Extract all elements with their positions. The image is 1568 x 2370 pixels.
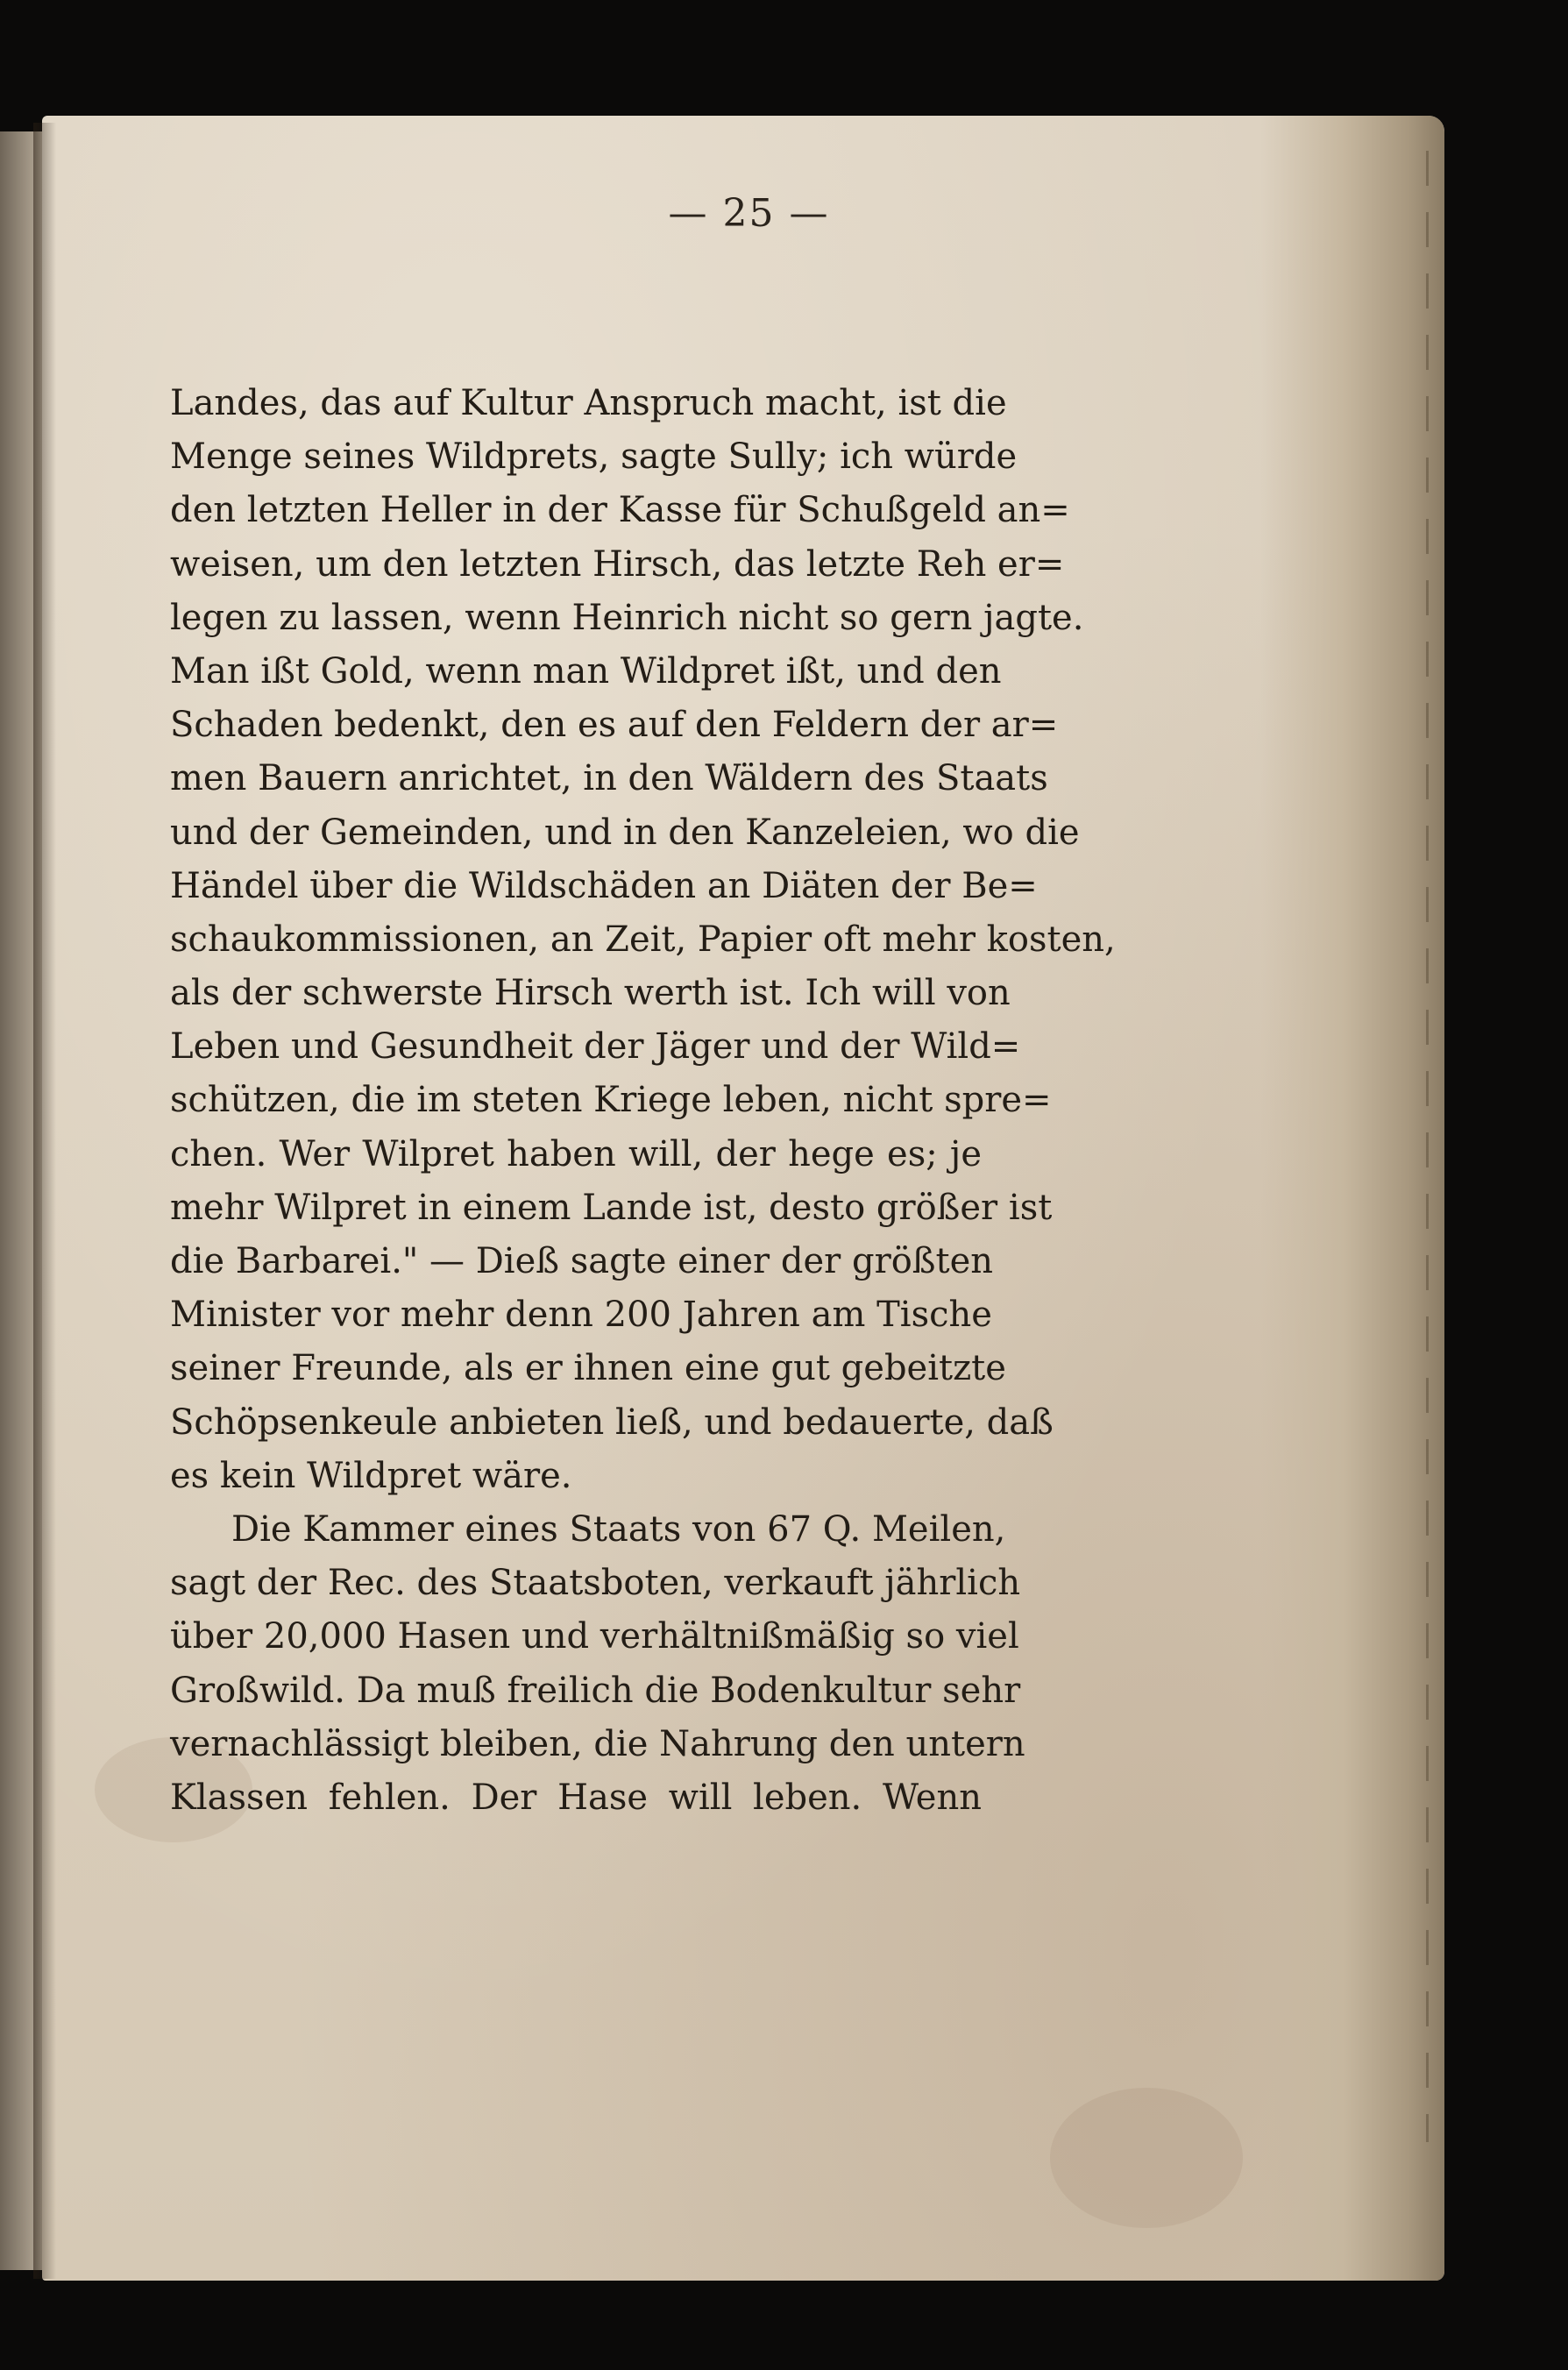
gutter-shadow — [33, 123, 56, 2279]
text-line: Landes, das auf Kultur Anspruch macht, ist die — [170, 383, 1007, 423]
page-number: — 25 — — [668, 191, 830, 236]
text-line: Schöpsenkeule anbieten ließ, und bedauerte, daß — [170, 1401, 1054, 1443]
paragraph — [170, 377, 1116, 1503]
paper-stain — [1050, 2088, 1243, 2228]
text-line: seiner Freunde, als er ihnen eine gut gebeitzte — [170, 1348, 1006, 1389]
text-line: Schaden bedenkt, den es auf den Feldern der ar= — [170, 705, 1059, 746]
text-line: sagt der Rec. des Staatsboten, verkauft jährlich — [170, 1563, 1021, 1604]
text-line: über 20,000 Hasen und verhältnißmäßig so viel — [170, 1616, 1019, 1657]
paragraph — [170, 1503, 1025, 1825]
text-line: Man ißt Gold, wenn man Wildpret ißt, und den — [170, 650, 1002, 692]
text-line: den letzten Heller in der Kasse für Schußgeld an= — [170, 490, 1070, 531]
text-line: Menge seines Wildprets, sagte Sully; ich würde — [170, 436, 1018, 478]
text-line: die Barbarei." — Dieß sagte einer der größten — [170, 1241, 994, 1281]
text-line: als der schwerste Hirsch werth ist. Ich will von — [170, 973, 1011, 1014]
text-line: Klassen fehlen. Der Hase will leben. Wenn — [170, 1777, 982, 1818]
text-line: vernachlässigt bleiben, die Nahrung den untern — [170, 1723, 1025, 1764]
text-line: weisen, um den letzten Hirsch, das letzte Reh er= — [170, 543, 1065, 585]
worn-page-edge — [1260, 116, 1444, 2281]
text-line: mehr Wilpret in einem Lande ist, desto größer ist — [170, 1187, 1053, 1228]
text-line: legen zu lassen, wenn Heinrich nicht so gern jagte. — [170, 597, 1084, 638]
text-line: und der Gemeinden, und in den Kanzeleien, wo die — [170, 812, 1080, 853]
text-line: Leben und Gesundheit der Jäger und der Wild= — [170, 1026, 1021, 1068]
text-line: men Bauern anrichtet, in den Wäldern des Staats — [170, 758, 1048, 799]
text-line: schaukommissionen, an Zeit, Papier oft mehr kosten, — [170, 919, 1116, 960]
text-line: es kein Wildpret wäre. — [170, 1455, 572, 1496]
text-line: chen. Wer Wilpret haben will, der hege es; je — [170, 1133, 982, 1174]
text-line: Minister vor mehr denn 200 Jahren am Tische — [170, 1295, 992, 1336]
text-line: schützen, die im steten Kriege leben, nicht spre= — [170, 1080, 1052, 1121]
text-line: Die Kammer eines Staats von 67 Q. Meilen, — [231, 1508, 1006, 1550]
text-line: Großwild. Da muß freilich die Bodenkultur sehr — [170, 1670, 1021, 1711]
text-line: Händel über die Wildschäden an Diäten der Be= — [170, 865, 1038, 906]
body-text — [170, 377, 1116, 1825]
